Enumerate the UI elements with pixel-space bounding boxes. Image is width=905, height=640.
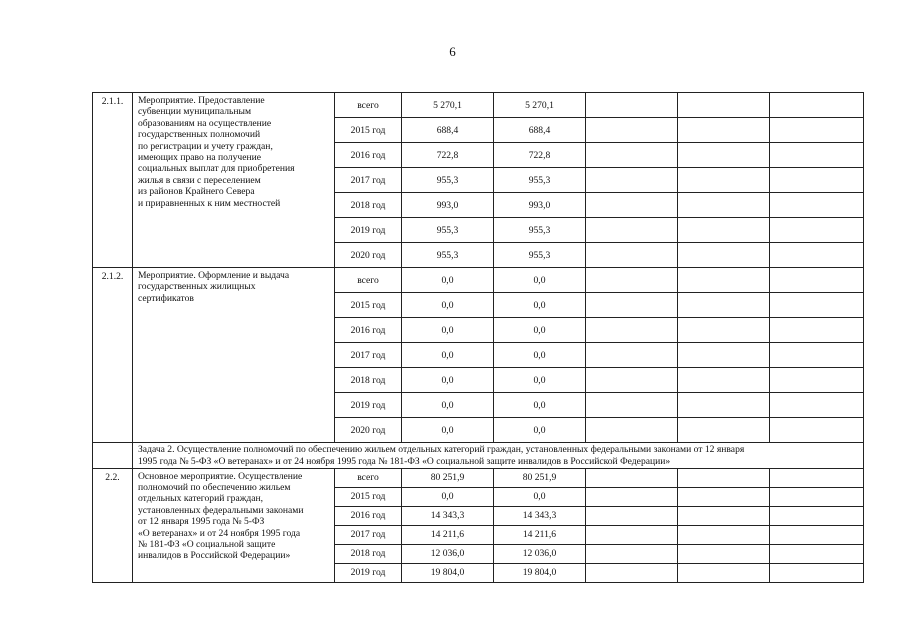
period-cell: 2015 год [335, 487, 402, 506]
empty-cell [586, 268, 678, 293]
value-cell: 0,0 [494, 368, 586, 393]
description-line: установленных федеральными законами [138, 504, 304, 516]
value-cell: 955,3 [494, 218, 586, 243]
table-body [93, 93, 864, 583]
value-cell: 12 036,0 [494, 544, 586, 563]
empty-cell [770, 468, 864, 487]
value-cell: 0,0 [494, 343, 586, 368]
value-cell: 14 211,6 [494, 525, 586, 544]
value-cell: 80 251,9 [494, 468, 586, 487]
empty-cell [586, 368, 678, 393]
description-line: сертификатов [138, 292, 194, 304]
period-cell: 2019 год [335, 563, 402, 582]
empty-cell [586, 393, 678, 418]
value-cell: 993,0 [494, 193, 586, 218]
value-cell: 0,0 [402, 487, 494, 506]
empty-cell [678, 318, 770, 343]
period-cell: 2019 год [335, 218, 402, 243]
value-cell: 955,3 [494, 168, 586, 193]
table-row [93, 468, 864, 487]
value-cell: 688,4 [494, 118, 586, 143]
empty-cell [770, 506, 864, 525]
empty-cell [770, 118, 864, 143]
description-line: государственных жилищных [138, 281, 256, 293]
empty-cell [586, 243, 678, 268]
empty-cell [678, 506, 770, 525]
description-line: из районов Крайнего Севера [138, 186, 255, 198]
period-cell: всего [335, 93, 402, 118]
value-cell: 0,0 [402, 268, 494, 293]
empty-cell [586, 193, 678, 218]
value-cell: 19 804,0 [402, 563, 494, 582]
table-row [93, 93, 864, 118]
value-cell: 19 804,0 [494, 563, 586, 582]
empty-cell [770, 368, 864, 393]
section-number: 2.1.1. [93, 93, 133, 268]
empty-cell [770, 393, 864, 418]
table-row [93, 268, 864, 293]
empty-cell [770, 193, 864, 218]
description-line: № 181-ФЗ «О социальной защите [138, 539, 276, 551]
empty-cell [93, 443, 133, 469]
empty-cell [678, 168, 770, 193]
empty-cell [678, 343, 770, 368]
empty-cell [678, 468, 770, 487]
empty-cell [770, 143, 864, 168]
empty-cell [678, 118, 770, 143]
empty-cell [586, 118, 678, 143]
value-cell: 80 251,9 [402, 468, 494, 487]
value-cell: 0,0 [494, 418, 586, 443]
empty-cell [770, 563, 864, 582]
value-cell: 0,0 [402, 393, 494, 418]
description-line: Мероприятие. Предоставление [138, 95, 265, 106]
period-cell: 2015 год [335, 293, 402, 318]
description-line: по регистрации и учету граждан, [138, 140, 273, 152]
empty-cell [678, 368, 770, 393]
description-line: полномочий по обеспечению жильем [138, 482, 291, 493]
empty-cell [770, 418, 864, 443]
budget-table [92, 92, 864, 583]
period-cell: 2020 год [335, 418, 402, 443]
value-cell: 955,3 [402, 218, 494, 243]
empty-cell [770, 343, 864, 368]
empty-cell [770, 293, 864, 318]
empty-cell [678, 418, 770, 443]
empty-cell [678, 544, 770, 563]
period-cell: 2016 год [335, 143, 402, 168]
empty-cell [586, 525, 678, 544]
empty-cell [678, 393, 770, 418]
empty-cell [586, 544, 678, 563]
description-line: инвалидов в Российской Федерации» [138, 550, 291, 562]
task-row [93, 443, 864, 469]
page-number: 6 [449, 44, 456, 59]
value-cell: 955,3 [402, 243, 494, 268]
empty-cell [586, 468, 678, 487]
empty-cell [770, 544, 864, 563]
period-cell: 2017 год [335, 525, 402, 544]
period-cell: 2017 год [335, 343, 402, 368]
period-cell: 2020 год [335, 243, 402, 268]
period-cell: 2017 год [335, 168, 402, 193]
section-number: 2.2. [93, 468, 133, 582]
empty-cell [678, 563, 770, 582]
empty-cell [678, 218, 770, 243]
value-cell: 0,0 [402, 418, 494, 443]
empty-cell [770, 318, 864, 343]
value-cell: 0,0 [494, 393, 586, 418]
description-line: субвенции муниципальным [138, 106, 252, 118]
section-description [133, 268, 335, 443]
value-cell: 955,3 [402, 168, 494, 193]
period-cell: всего [335, 268, 402, 293]
empty-cell [770, 93, 864, 118]
description-line: Основное мероприятие. Осуществление [138, 470, 303, 482]
empty-cell [586, 93, 678, 118]
value-cell: 688,4 [402, 118, 494, 143]
period-cell: 2018 год [335, 193, 402, 218]
empty-cell [586, 418, 678, 443]
empty-cell [770, 243, 864, 268]
empty-cell [586, 168, 678, 193]
empty-cell [678, 268, 770, 293]
section-number: 2.1.2. [93, 268, 133, 443]
value-cell: 14 343,3 [402, 506, 494, 525]
description-line: жилья в связи с переселением [138, 174, 261, 186]
description-line: имеющих право на получение [138, 152, 261, 164]
value-cell: 0,0 [402, 318, 494, 343]
value-cell: 5 270,1 [402, 93, 494, 118]
empty-cell [678, 525, 770, 544]
value-cell: 722,8 [494, 143, 586, 168]
description-line: «О ветеранах» и от 24 ноября 1995 года [138, 527, 301, 539]
value-cell: 0,0 [402, 293, 494, 318]
task-description [133, 443, 864, 469]
section-description [133, 93, 335, 268]
value-cell: 0,0 [494, 293, 586, 318]
period-cell: 2016 год [335, 506, 402, 525]
empty-cell [678, 487, 770, 506]
empty-cell [770, 168, 864, 193]
empty-cell [678, 293, 770, 318]
empty-cell [586, 318, 678, 343]
task-line: Задача 2. Осуществление полномочий по обеспечению жильем отдельных категорий граждан, установленных федеральными законами от 12 января [138, 444, 745, 455]
value-cell: 993,0 [402, 193, 494, 218]
period-cell: 2018 год [335, 544, 402, 563]
description-line: отдельных категорий граждан, [138, 493, 264, 505]
empty-cell [678, 93, 770, 118]
value-cell: 0,0 [402, 343, 494, 368]
value-cell: 722,8 [402, 143, 494, 168]
value-cell: 0,0 [494, 318, 586, 343]
value-cell: 14 343,3 [494, 506, 586, 525]
empty-cell [586, 343, 678, 368]
description-line: социальных выплат для приобретения [138, 163, 295, 175]
empty-cell [586, 218, 678, 243]
section-description [133, 468, 335, 582]
description-line: от 12 января 1995 года № 5-ФЗ [138, 516, 265, 528]
value-cell: 955,3 [494, 243, 586, 268]
empty-cell [770, 487, 864, 506]
period-cell: 2015 год [335, 118, 402, 143]
description-line: и приравненных к ним местностей [138, 197, 281, 209]
empty-cell [586, 506, 678, 525]
empty-cell [586, 487, 678, 506]
empty-cell [770, 525, 864, 544]
description-line: образованиям на осуществление [138, 117, 272, 129]
value-cell: 14 211,6 [402, 525, 494, 544]
value-cell: 5 270,1 [494, 93, 586, 118]
value-cell: 0,0 [494, 268, 586, 293]
empty-cell [586, 563, 678, 582]
description-line: Мероприятие. Оформление и выдача [138, 270, 290, 281]
value-cell: 0,0 [494, 487, 586, 506]
empty-cell [586, 293, 678, 318]
empty-cell [586, 143, 678, 168]
empty-cell [678, 193, 770, 218]
description-line: государственных полномочий [138, 129, 261, 141]
task-line: 1995 года № 5-ФЗ «О ветеранах» и от 24 ноября 1995 года № 181-ФЗ «О социальной защите инвалидов в Российской Федерации» [138, 455, 671, 467]
period-cell: 2016 год [335, 318, 402, 343]
empty-cell [678, 243, 770, 268]
empty-cell [770, 218, 864, 243]
value-cell: 12 036,0 [402, 544, 494, 563]
empty-cell [770, 268, 864, 293]
period-cell: 2019 год [335, 393, 402, 418]
value-cell: 0,0 [402, 368, 494, 393]
period-cell: всего [335, 468, 402, 487]
period-cell: 2018 год [335, 368, 402, 393]
empty-cell [678, 143, 770, 168]
